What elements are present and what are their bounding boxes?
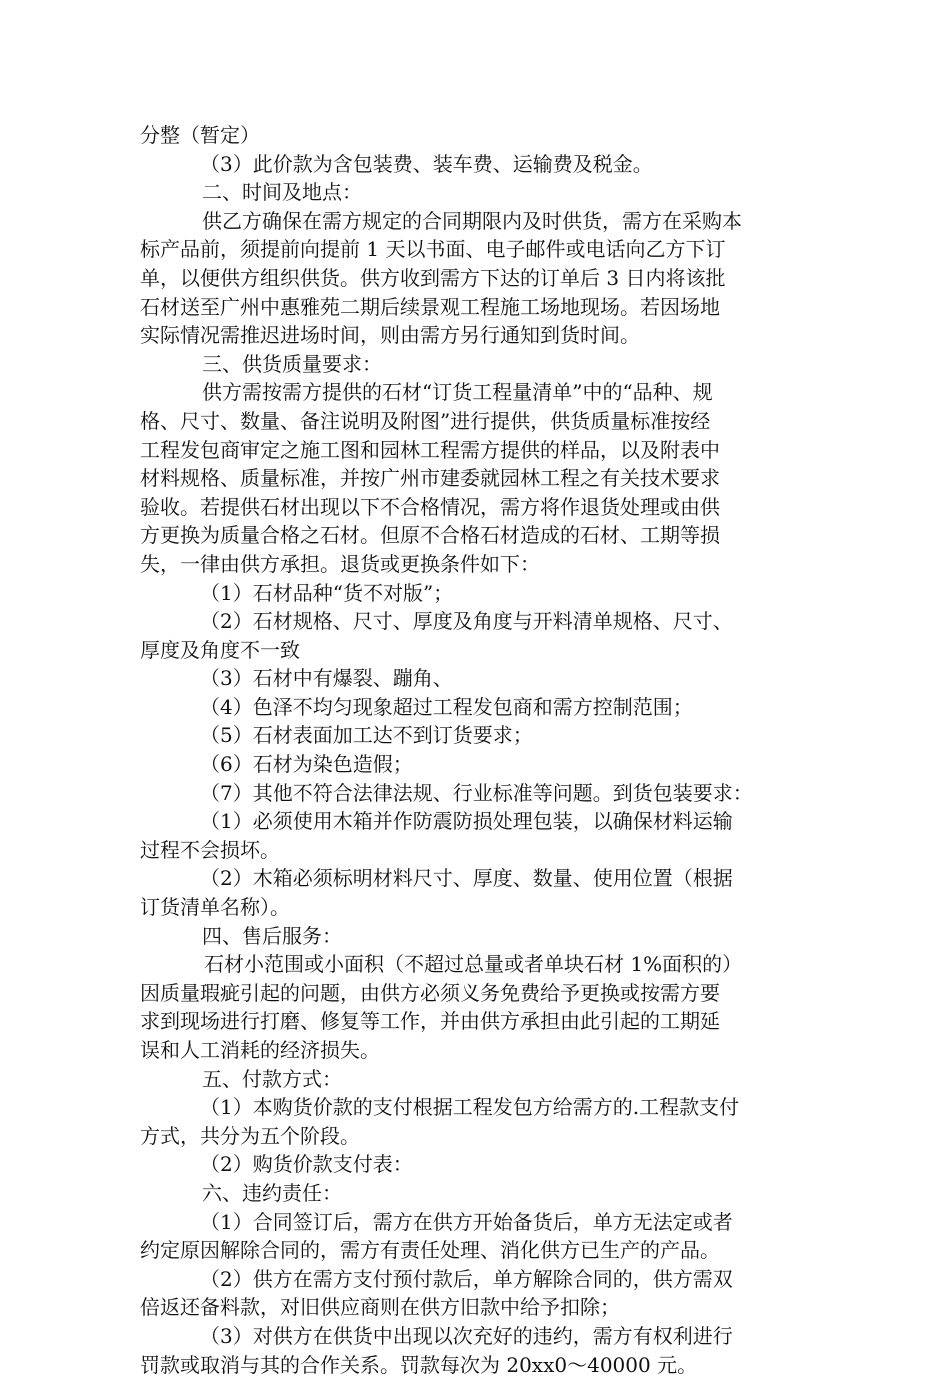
text-line: 约定原因解除合同的，需方有责任处理、消化供方已生产的产品。	[140, 1238, 720, 1263]
text-line: （7）其他不符合法律法规、行业标准等问题。到货包装要求：	[200, 780, 753, 805]
text-line: 石材送至广州中惠雅苑二期后续景观工程施工场地现场。若因场地	[140, 294, 720, 319]
text-line: 订货清单名称）。	[140, 895, 290, 920]
text-line: 标产品前，须提前向提前 1 天以书面、电子邮件或电话向乙方下订	[140, 237, 726, 262]
text-line: 误和人工消耗的经济损失。	[140, 1038, 380, 1062]
text-line: （4）色泽不均匀现象超过工程发包商和需方控制范围；	[200, 694, 693, 719]
document-body	[140, 121, 820, 1379]
text-line: 工程发包商审定之施工图和园林工程需方提供的样品，以及附表中	[140, 437, 720, 462]
text-line: 罚款或取消与其的合作关系。罚款每次为 20xx0～40000 元。	[140, 1352, 698, 1377]
text-line: （3）此价款为含包装费、装车费、运输费及税金。	[200, 151, 653, 176]
text-line: 求到现场进行打磨、修复等工作，并由供方承担由此引起的工期延	[140, 1009, 720, 1034]
text-line: （2）木箱必须标明材料尺寸、厚度、数量、使用位置（根据	[200, 866, 733, 891]
text-line: 因质量瑕疵引起的问题，由供方必须义务免费给予更换或按需方要	[140, 980, 720, 1005]
text-line: （6）石材为染色造假；	[200, 752, 413, 777]
text-line: 验收。若提供石材出现以下不合格情况，需方将作退货处理或由供	[140, 494, 720, 519]
text-line: （1）合同签订后，需方在供方开始备货后，单方无法定或者	[200, 1209, 733, 1234]
text-line: 材料规格、质量标准，并按广州市建委就园林工程之有关技术要求	[140, 466, 720, 491]
text-line: 格、尺寸、数量、备注说明及附图”进行提供，供货质量标准按经	[140, 408, 711, 433]
text-line: （1）石材品种“货不对版”；	[200, 580, 454, 605]
text-line: 石材小范围或小面积（不超过总量或者单块石材 1%面积的）	[204, 952, 743, 977]
text-line: （2）石材规格、尺寸、厚度及角度与开料清单规格、尺寸、	[200, 609, 733, 634]
text-line: （3）对供方在供货中出现以次充好的违约，需方有权利进行	[200, 1323, 733, 1348]
text-line: 五、付款方式：	[202, 1066, 342, 1091]
text-line: （1）必须使用木箱并作防震防损处理包装，以确保材料运输	[200, 809, 733, 834]
text-line: 过程不会损坏。	[140, 837, 280, 862]
text-line: 分整（暂定）	[140, 123, 260, 147]
text-line: （3）石材中有爆裂、蹦角、	[200, 666, 453, 691]
text-line: 实际情况需推迟进场时间，则由需方另行通知到货时间。	[140, 323, 640, 348]
text-line: 供方需按需方提供的石材“订货工程量清单”中的“品种、规	[202, 380, 713, 405]
text-line: （2）购货价款支付表：	[200, 1152, 413, 1177]
text-line: 方更换为质量合格之石材。但原不合格石材造成的石材、工期等损	[140, 523, 720, 548]
text-line: （5）石材表面加工达不到订货要求；	[200, 723, 533, 748]
text-line: 供乙方确保在需方规定的合同期限内及时供货，需方在采购本	[202, 208, 742, 233]
text-line: 三、供货质量要求：	[202, 351, 382, 376]
text-line: 二、时间及地点：	[202, 180, 362, 205]
text-line: （1）本购货价款的支付根据工程发包方给需方的.工程款支付	[200, 1095, 740, 1120]
text-line: 四、售后服务：	[202, 923, 342, 948]
text-line: 倍返还备料款，对旧供应商则在供方旧款中给予扣除；	[140, 1295, 620, 1320]
text-line: 失，一律由供方承担。退货或更换条件如下：	[140, 551, 540, 576]
text-line: 单，以便供方组织供货。供方收到需方下达的订单后 3 日内将该批	[140, 265, 726, 290]
text-line: （2）供方在需方支付预付款后，单方解除合同的，供方需双	[200, 1266, 733, 1291]
text-line: 厚度及角度不一致	[140, 637, 300, 662]
text-line: 方式，共分为五个阶段。	[140, 1123, 360, 1148]
text-line: 六、违约责任：	[202, 1180, 342, 1205]
